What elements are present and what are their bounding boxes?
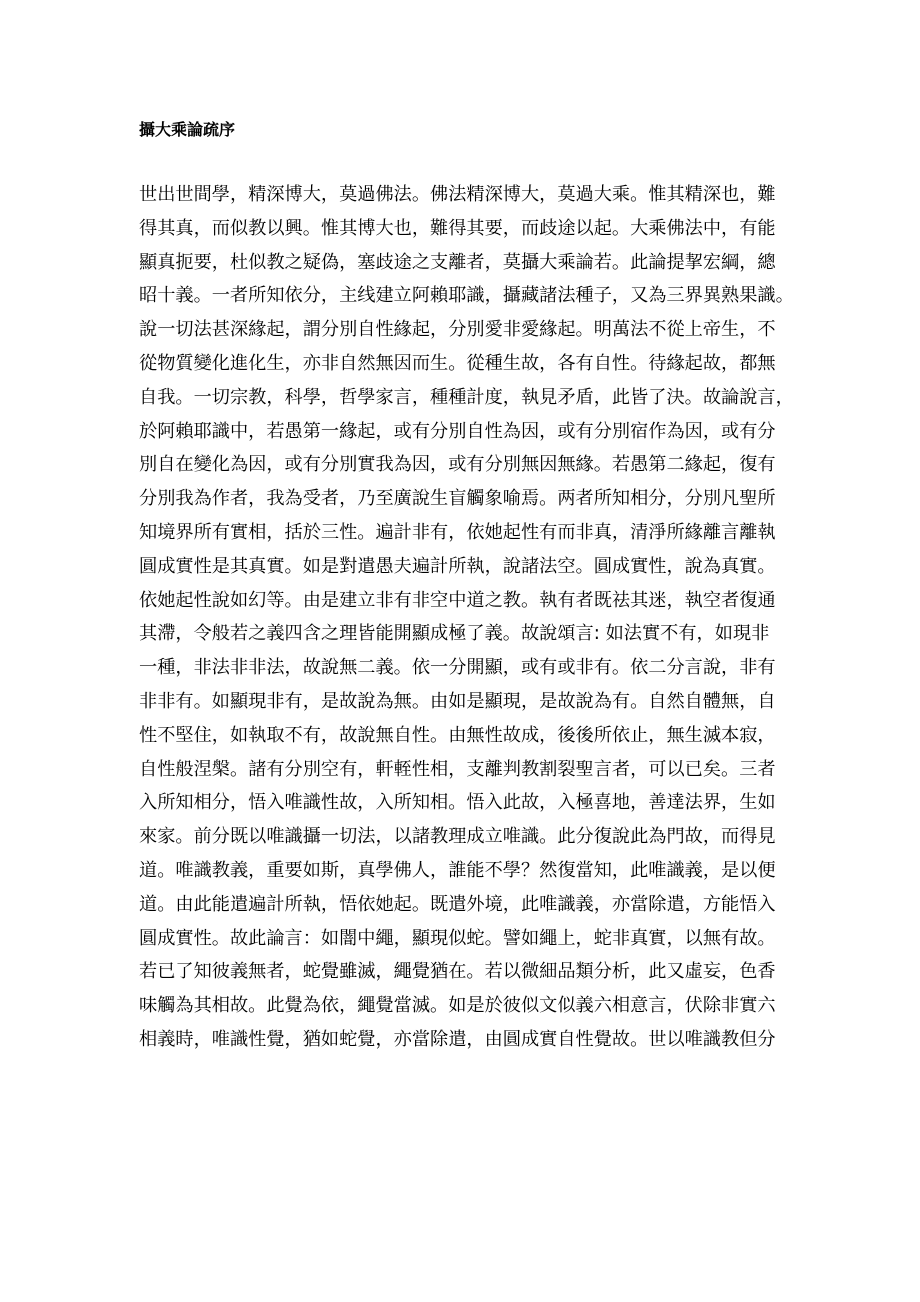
text-line: 一種，非法非非法，故說無二義。依一分開顯，或有或非有。依二分言說，非有 <box>139 657 776 679</box>
document-title: 攝大乘論疏序 <box>139 120 236 139</box>
text-line: 知境界所有實相，括於三性。遍計非有，依她起性有而非真，清淨所緣離言離執 <box>139 521 776 543</box>
text-line: 昭十義。一者所知依分，主线建立阿賴耶識，攝藏諸法種子，又為三界異熟果識。 <box>139 285 794 307</box>
text-line: 別自在變化為因，或有分別實我為因，或有分別無因無緣。若愚第二緣起，復有 <box>139 454 776 476</box>
text-line: 顯真扼要，杜似教之疑偽，塞歧途之支離者，莫攝大乘論若。此論提挈宏綱，總 <box>139 251 776 273</box>
text-line: 道。唯識教義，重要如斯，真學佛人，誰能不學？然復當知，此唯識義，是以便 <box>139 859 776 881</box>
text-line: 入所知相分，悟入唯識性故，入所知相。悟入此故，入極喜地，善達法界，生如 <box>139 792 776 814</box>
text-line: 自性般涅槃。諸有分別空有，軒輊性相，支離判教割裂聖言者，可以已矣。三者 <box>139 758 776 780</box>
text-line: 其滯，令般若之義四含之理皆能開顯成極了義。故說頌言: 如法實不有，如現非 <box>139 623 770 645</box>
text-line: 從物質變化進化生，亦非自然無因而生。從種生故，各有自性。待緣起故，都無 <box>139 352 776 374</box>
text-line: 得其真，而似教以興。惟其博大也，難得其要，而歧途以起。大乘佛法中，有能 <box>139 217 776 239</box>
text-line: 世出世間學，精深博大，莫過佛法。佛法精深博大，莫過大乘。惟其精深也，難 <box>139 184 776 205</box>
text-line: 於阿賴耶識中，若愚第一緣起，或有分別自性為因，或有分別宿作為因，或有分 <box>139 420 776 442</box>
text-line: 分別我為作者，我為受者，乃至廣說生盲觸象喻焉。两者所知相分，分別凡聖所 <box>139 488 776 510</box>
text-line: 相義時，唯識性覺，猶如蛇覺，亦當除遣，由圓成實自性覺故。世以唯識教但分 <box>139 1028 776 1050</box>
document-body <box>139 178 799 1057</box>
text-line: 自我。一切宗教，科學，哲學家言，種種計度，執見矛盾，此皆了決。故論說言， <box>139 386 794 408</box>
text-line: 圓成實性是其真實。如是對遣愚夫遍計所執，說諸法空。圓成實性，說為真實。 <box>139 555 776 577</box>
text-line: 性不堅住，如執取不有，故說無自性。由無性故成，後後所依止，無生滅本寂， <box>139 724 776 746</box>
text-line: 味觸為其相故。此覺為依，繩覺當滅。如是於彼似文似義六相意言，伏除非實六 <box>139 995 776 1017</box>
text-line: 若已了知彼義無者，蛇覺雖滅，繩覺猶在。若以微細品類分析，此又虛妄，色香 <box>139 961 776 983</box>
text-line: 來家。前分既以唯識攝一切法，以諸教理成立唯識。此分復說此為門故，而得見 <box>139 826 776 848</box>
text-line: 依她起性說如幻等。由是建立非有非空中道之教。執有者既祛其迷，執空者復通 <box>139 589 776 611</box>
text-line: 道。由此能遣遍計所執，悟依她起。既遣外境，此唯識義，亦當除遣，方能悟入 <box>139 893 776 915</box>
text-line: 圓成實性。故此論言：如闇中繩，顯現似蛇。譬如繩上，蛇非真實，以無有故。 <box>139 927 776 949</box>
text-line: 非非有。如顯現非有，是故說為無。由如是顯現，是故說為有。自然自體無，自 <box>139 690 776 712</box>
text-line: 說一切法甚深緣起，謂分別自性緣起，分別愛非愛緣起。明萬法不從上帝生，不 <box>139 319 776 341</box>
